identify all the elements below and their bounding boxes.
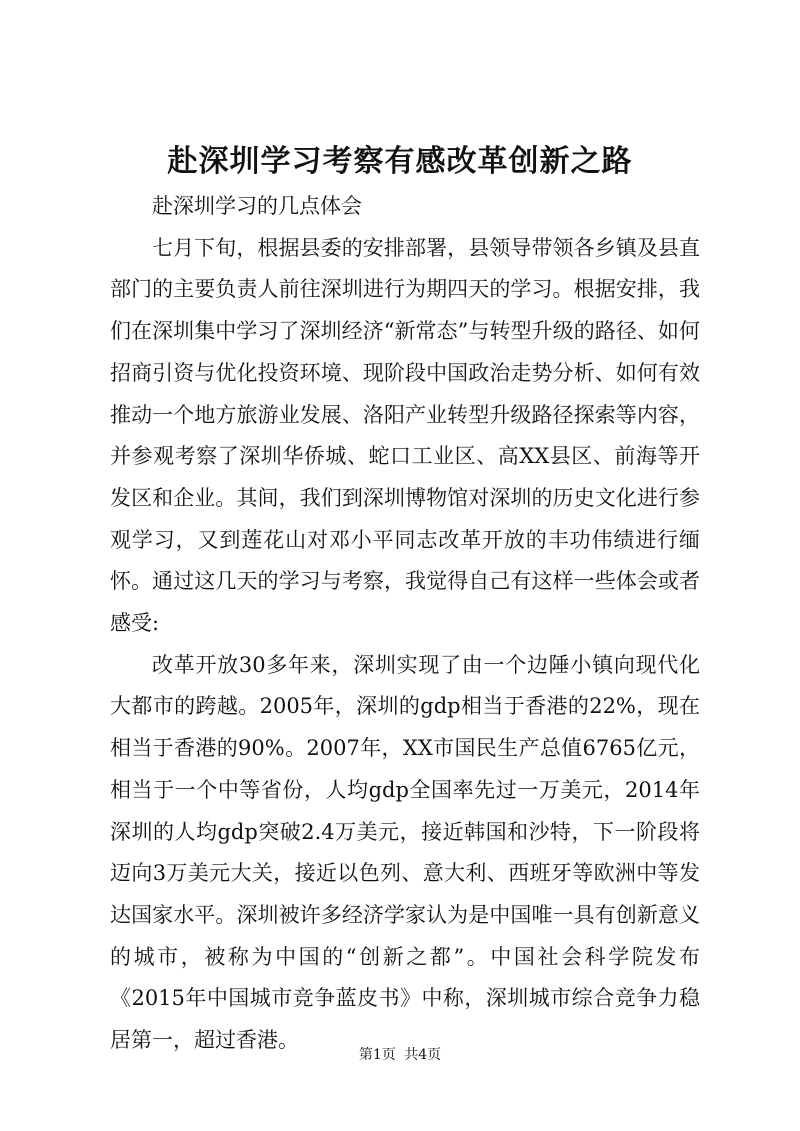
document-title: 赴深圳学习考察有感改革创新之路	[167, 144, 633, 179]
page-total: 共4页	[404, 1047, 442, 1063]
paragraph-1: 七月下旬，根据县委的安排部署，县领导带领各乡镇及县直部门的主要负责人前往深圳进行为期四天的学习。根据安排，我们在深圳集中学习了深圳经济“新常态”与转型升级的路径、如何招商引资与优化投资环境、现阶段中国政治走势分析、如何有效推动一个地方旅游业发展、洛阳产业转型升级路径探索等内容，并参观考察了深圳华侨城、蛇口工业区、高XX县区、前海等开发区和企业。其间，我们到深圳博物馆对深圳的历史文化进行参观学习，又到莲花山对邓小平同志改革开放的丰功伟绩进行缅怀。通过这几天的学习与考察，我觉得自己有这样一些体会或者感受:	[110, 235, 700, 636]
paragraph-2: 改革开放30多年来，深圳实现了由一个边陲小镇向现代化大都市的跨越。2005年，深圳的gdp相当于香港的22%，现在相当于香港的90%。2007年，XX市国民生产总值6765亿元，相当于一个中等省份，人均gdp全国率先过一万美元，2014年深圳的人均gdp突破2.4万美元，接近韩国和沙特，下一阶段将迈向3万美元大关，接近以色列、意大利、西班牙等欧洲中等发达国家水平。深圳被许多经济学家认为是中国唯一具有创新意义的城市，被称为中国的“创新之都”。中国社会科学院发布《2015年中国城市竞争蓝皮书》中称，深圳城市综合竞争力稳居第一，超过香港。	[110, 652, 700, 1053]
document-subtitle: 赴深圳学习的几点体会	[152, 194, 362, 218]
document-body	[110, 186, 700, 1062]
page-footer	[0, 1045, 800, 1065]
page-number: 第1页	[358, 1047, 396, 1063]
